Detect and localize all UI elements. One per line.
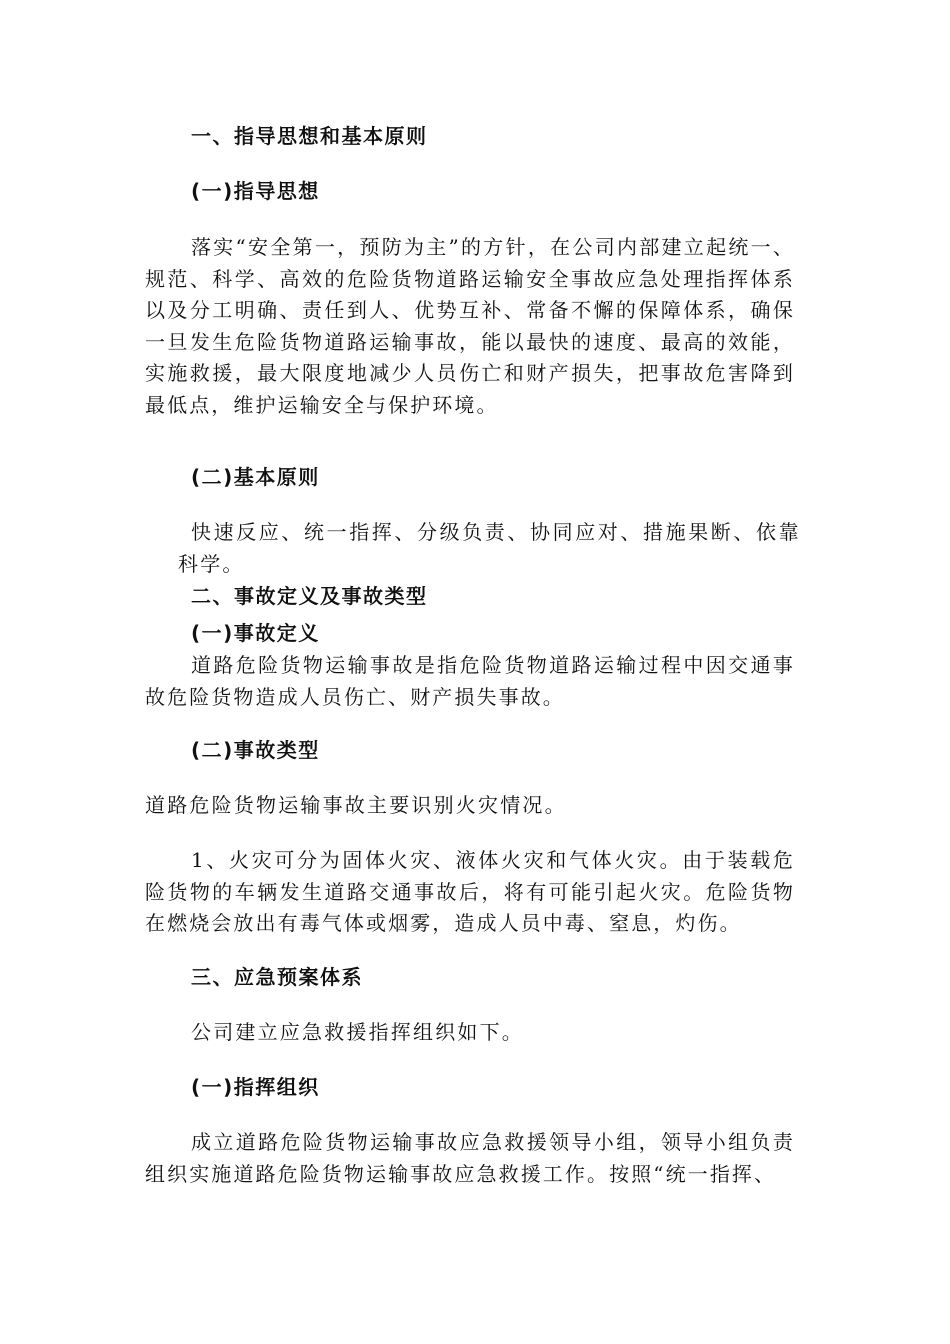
section-1-title: 一、指导思想和基本原则: [191, 124, 428, 148]
section-2-1-paragraph: 道路危险货物运输事故是指危险货物道路运输过程中因交通事故危险货物造成人员伤亡、财产损失事故。: [145, 653, 795, 709]
section-2-2-title: (二)事故类型: [191, 738, 320, 762]
section-3-1-title: (一)指挥组织: [191, 1075, 320, 1099]
fire-item-paragraph: 1、火灾可分为固体火灾、液体火灾和气体火灾。由于装载危险货物的车辆发生道路交通事故后，将有可能引起火灾。危险货物在燃烧会放出有毒气体或烟雾，造成人员中毒、窒息，灼伤。: [145, 848, 795, 935]
section-3-intro: 公司建立应急救援指挥组织如下。: [191, 1020, 524, 1044]
section-1-1-title: (一)指导思想: [191, 179, 320, 203]
section-3-1-paragraph: 成立道路危险货物运输事故应急救援领导小组，领导小组负责组织实施道路危险货物运输事故应急救援工作。按照“统一指挥、: [145, 1130, 795, 1186]
section-1-2-title: (二)基本原则: [191, 465, 320, 489]
section-2-1-title: (一)事故定义: [191, 621, 320, 645]
section-2-title: 二、事故定义及事故类型: [191, 584, 428, 608]
section-1-1-paragraph: 落实“安全第一，预防为主”的方针，在公司内部建立起统一、规范、科学、高效的危险货物道路运输安全事故应急处理指挥体系以及分工明确、责任到人、优势互补、常备不懈的保障体系，确保一旦发生危险货物道路运输事故，能以最快的速度、最高的效能，实施救援，最大限度地减少人员伤亡和财产损失，把事故危害降到最低点，维护运输安全与保护环境。: [145, 235, 795, 417]
section-1-2-line-1: 快速反应、统一指挥、分级负责、协同应对、措施果断、依靠: [191, 520, 802, 544]
section-3-title: 三、应急预案体系: [191, 965, 363, 989]
section-2-2-paragraph: 道路危险货物运输事故主要识别火灾情况。: [145, 793, 567, 817]
section-1-2-line-2: 科学。: [178, 552, 245, 576]
